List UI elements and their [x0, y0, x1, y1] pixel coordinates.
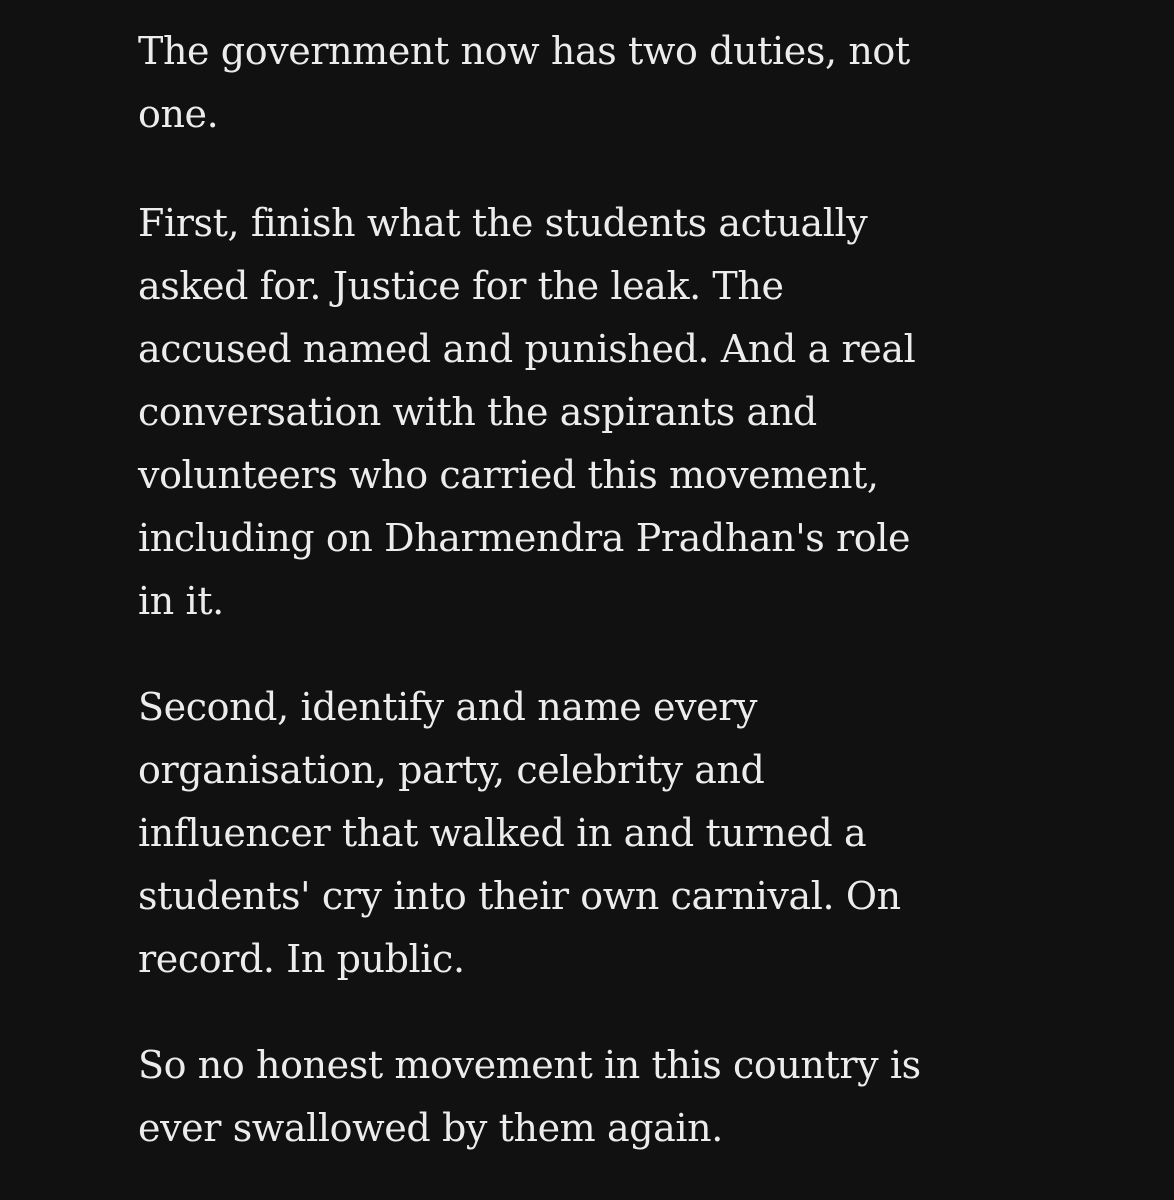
text-line: in it. — [138, 579, 224, 623]
text-line: including on Dharmendra Pradhan's role — [138, 516, 911, 560]
paragraph-2 — [138, 192, 915, 633]
text-line: organisation, party, celebrity and — [138, 748, 765, 792]
text-line: volunteers who carried this movement, — [138, 453, 879, 497]
text-line: students' cry into their own carnival. On — [138, 874, 901, 918]
text-line: conversation with the aspirants and — [138, 390, 817, 434]
paragraph-1 — [138, 20, 910, 146]
paragraph-3 — [138, 676, 901, 991]
text-line: ever swallowed by them again. — [138, 1106, 723, 1150]
text-line: So no honest movement in this country is — [138, 1043, 921, 1087]
text-line: record. In public. — [138, 937, 465, 981]
text-line: Second, identify and name every — [138, 685, 758, 729]
text-line: The government now has two duties, not — [138, 29, 910, 73]
text-line: one. — [138, 92, 219, 136]
text-line: influencer that walked in and turned a — [138, 811, 867, 855]
text-line: asked for. Justice for the leak. The — [138, 264, 784, 308]
text-line: First, finish what the students actually — [138, 201, 868, 245]
paragraph-4 — [138, 1034, 921, 1160]
text-line: accused named and punished. And a real — [138, 327, 916, 371]
